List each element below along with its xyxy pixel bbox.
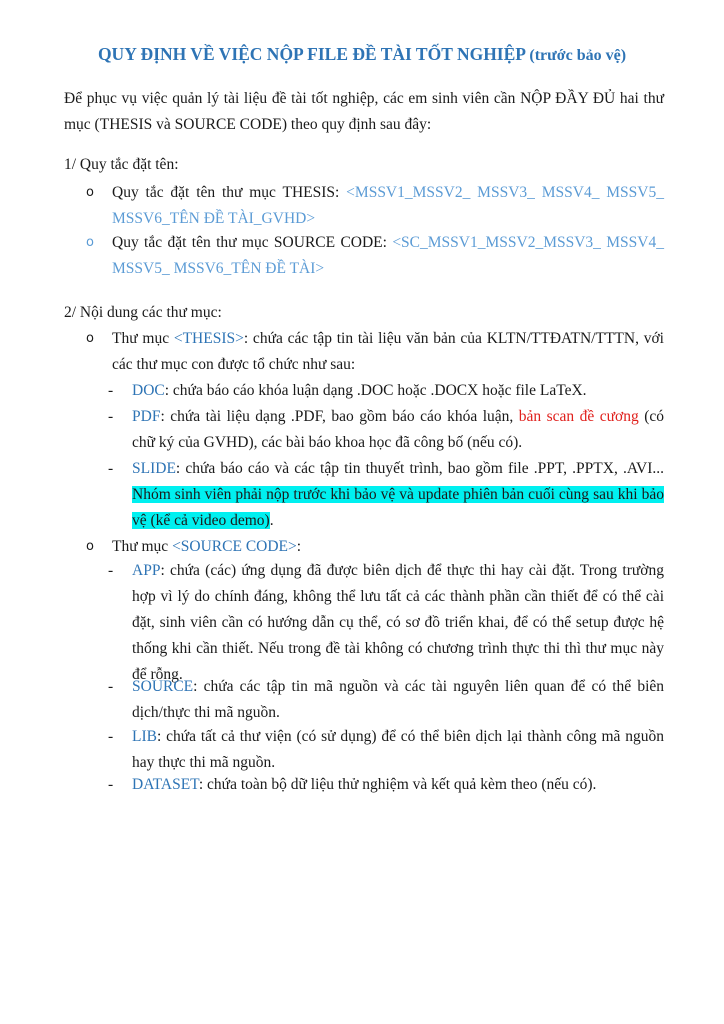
dash-marker: - (108, 562, 114, 579)
subfolder-name: DATASET (132, 776, 199, 793)
dash-marker: - (108, 678, 114, 695)
subfolder-desc: : chứa tất cả thư viện (có sử dụng) để có thể biên dịch lại thành công mã nguồn hay thực thi mã nguồn. (132, 728, 664, 771)
subfolder-pdf (108, 404, 664, 456)
section1-heading: 1/ Quy tắc đặt tên: (64, 156, 179, 173)
document-title (60, 42, 664, 68)
rule-pattern: <SC_MSSV1_MSSV2_MSSV3_ MSSV4_ MSSV5_ MSSV6_TÊN ĐỀ TÀI> (112, 234, 664, 277)
subfolder-desc: : chứa các tập tin mã nguồn và các tài nguyên liên quan để có thể biên dịch/thực thi mã nguồn. (132, 678, 664, 721)
rule-label: Quy tắc đặt tên thư mục SOURCE CODE: (112, 234, 393, 251)
source-folder-end: : (296, 538, 302, 555)
source-folder-name: <SOURCE CODE> (172, 538, 297, 555)
naming-rule-thesis (86, 180, 664, 232)
scan-note: bản scan đề cương (518, 408, 639, 425)
subfolder-dataset (108, 772, 664, 798)
dash-marker: - (108, 728, 114, 745)
folder-prefix: Thư mục (112, 330, 174, 347)
subfolder-name: PDF (132, 408, 161, 425)
subfolder-desc-end: . (269, 512, 274, 529)
title-main: QUY ĐỊNH VỀ VIỆC NỘP FILE ĐỀ TÀI TỐT NGHIỆP (97, 44, 526, 64)
subfolder-name: SOURCE (132, 678, 194, 695)
section2-heading: 2/ Nội dung các thư mục: (64, 304, 222, 321)
naming-rule-source-code (86, 230, 664, 282)
subfolder-desc: : chứa tài liệu dạng .PDF, bao gồm báo cáo khóa luận, (160, 408, 519, 425)
folder-prefix: Thư mục (112, 538, 173, 555)
subfolder-desc: : chứa (các) ứng dụng đã được biên dịch để thực thi hay cài đặt. Trong trường hợp vì lý do chính đáng, không thể lưu tất cả các thành phần cần thiết để có thể cài đặt, sinh viên cần có hướng dẫn cụ thể, có sơ đồ triển khai, để có thể setup được hệ thống khi cần thiết. Nếu trong đề tài không có chương trình thực thi thì thư mục này để rỗng. (132, 562, 664, 683)
dash-marker: - (108, 408, 114, 425)
subfolder-desc-end: (có chữ ký của GVHD), các bài báo khoa học đã công bố (nếu có). (132, 408, 665, 451)
bullet-marker: o (86, 185, 94, 200)
highlighted-note: Nhóm sinh viên phải nộp trước khi bảo vệ và update phiên bản cuối cùng sau khi bảo vệ (kể cả video demo) (132, 486, 664, 529)
dash-marker: - (108, 382, 114, 399)
subfolder-name: DOC (132, 382, 165, 399)
subfolder-name: SLIDE (132, 460, 176, 477)
subfolder-source (108, 674, 664, 726)
bullet-marker: o (86, 235, 94, 250)
dash-marker: - (108, 776, 114, 793)
thesis-folder-name: <THESIS> (173, 330, 244, 347)
subfolder-desc: : chứa báo cáo và các tập tin thuyết trình, bao gồm file .PPT, .PPTX, .AVI... (175, 460, 664, 477)
source-code-folder-item (86, 534, 664, 560)
subfolder-desc: : chứa toàn bộ dữ liệu thử nghiệm và kết quả kèm theo (nếu có). (198, 776, 597, 793)
subfolder-slide (108, 456, 664, 534)
bullet-marker: o (86, 331, 94, 346)
subfolder-name: LIB (132, 728, 157, 745)
subfolder-name: APP (132, 562, 161, 579)
subfolder-desc: : chứa báo cáo khóa luận dạng .DOC hoặc .DOCX hoặc file LaTeX. (164, 382, 587, 399)
title-sub: (trước bảo vệ) (529, 47, 627, 64)
subfolder-app (108, 558, 664, 688)
bullet-marker: o (86, 539, 94, 554)
subfolder-lib (108, 724, 664, 776)
rule-label: Quy tắc đặt tên thư mục THESIS: (112, 184, 347, 201)
intro-paragraph: Để phục vụ việc quản lý tài liệu đề tài tốt nghiệp, các em sinh viên cần NỘP ĐẦY ĐỦ hai thư mục (THESIS và SOURCE CODE) theo quy định sau đây: (64, 90, 664, 133)
subfolder-doc (108, 378, 664, 404)
thesis-folder-item (86, 326, 664, 378)
rule-pattern: <MSSV1_MSSV2_ MSSV3_ MSSV4_ MSSV5_ MSSV6_TÊN ĐỀ TÀI_GVHD> (112, 184, 664, 227)
dash-marker: - (108, 460, 114, 477)
thesis-folder-desc: : chứa các tập tin tài liệu văn bản của KLTN/TTĐATN/TTTN, với các thư mục con được tổ chức như sau: (112, 330, 664, 373)
